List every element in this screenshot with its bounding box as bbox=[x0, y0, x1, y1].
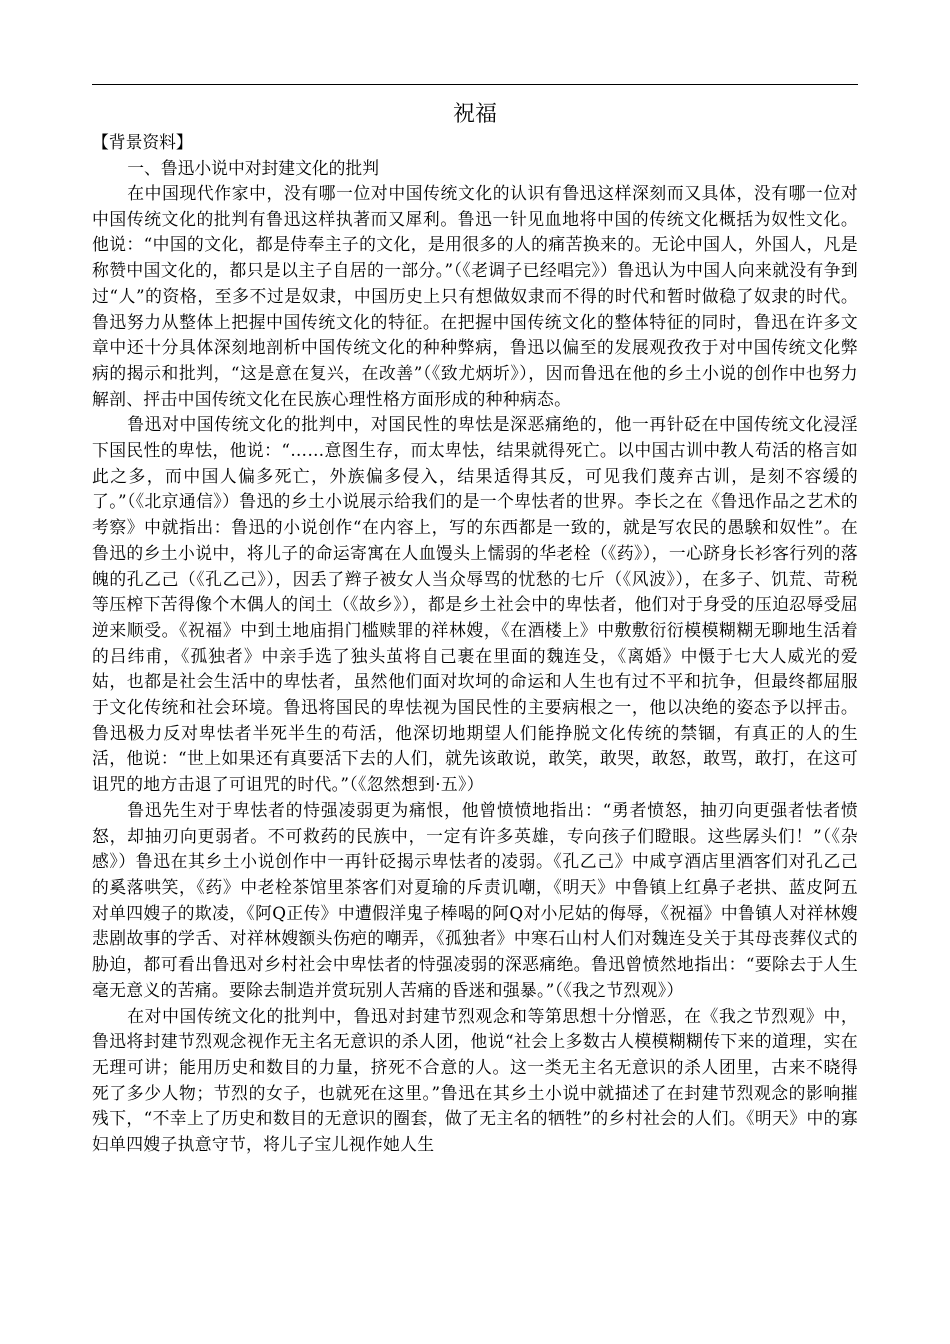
section-label: 【背景资料】 bbox=[92, 132, 193, 152]
paragraph-1: 在中国现代作家中，没有哪一位对中国传统文化的认识有鲁迅这样深刻而又具体，没有哪一位对中国传统文化的批判有鲁迅这样执著而又犀利。鲁迅一针见血地将中国的传统文化概括为奴性文化。他说：“中国的文化，都是侍奉主子的文化，是用很多的人的痛苦换来的。无论中国人，外国人，凡是称赞中国文化的，都只是以主子自居的一部分。”（《老调子已经唱完》）鲁迅认为中国人向来就没有争到过“人”的资格，至多不过是奴隶，中国历史上只有想做奴隶而不得的时代和暂时做稳了奴隶的时代。鲁迅努力从整体上把握中国传统文化的特征。在把握中国传统文化的整体特征的同时，鲁迅在许多文章中还十分具体深刻地剖析中国传统文化的种种弊病，鲁迅以偏至的发展观孜孜于对中国传统文化弊病的揭示和批判，“这是意在复兴，在改善”（《致尤炳圻》），因而鲁迅在他的乡土小说的创作中也努力解剖、抨击中国传统文化在民族心理性格方面形成的种种病态。 bbox=[92, 183, 858, 409]
section-subheading: 一、鲁迅小说中对封建文化的批判 bbox=[127, 157, 379, 178]
paragraph-4: 在对中国传统文化的批判中，鲁迅对封建节烈观念和等第思想十分憎恶，在《我之节烈观》中，鲁迅将封建节烈观念视作无主名无意识的杀人团，他说“社会上多数古人模模糊糊传下来的道理，实在无理可讲；能用历史和数目的力量，挤死不合意的人。这一类无主名无意识的杀人团里，古来不晓得死了多少人物；节烈的女子，也就死在这里。”鲁迅在其乡土小说中就描述了在封建节烈观念的影响摧残下，“不幸上了历史和数目的无意识的圈套，做了无主名的牺牲”的乡村社会的人们。《明天》中的寡妇单四嫂子执意守节，将儿子宝儿视作她人生 bbox=[92, 1005, 858, 1155]
document-title: 祝福 bbox=[452, 102, 497, 127]
header-rule bbox=[92, 84, 858, 85]
paragraph-2: 鲁迅对中国传统文化的批判中，对国民性的卑怯是深恶痛绝的，他一再针砭在中国传统文化浸淫下国民性的卑怯，他说：“……意图生存，而太卑怯，结果就得死亡。以中国古训中教人苟活的格言如此之多，而中国人偏多死亡，外族偏多侵入，结果适得其反，可见我们蔑弃古训，是刻不容缓的了。”（《北京通信》）鲁迅的乡土小说展示给我们的是一个卑怯者的世界。李长之在《鲁迅作品之艺术的考察》中就指出：鲁迅的小说创作“在内容上，写的东西都是一致的，就是写农民的愚騃和奴性”。在鲁迅的乡土小说中，将儿子的命运寄寓在人血馒头上懦弱的华老栓（《药》），一心跻身长衫客行列的落魄的孔乙己（《孔乙己》），因丢了辫子被女人当众辱骂的忧愁的七斤（《风波》），在多子、饥荒、苛税等压榨下苦得像个木偶人的闰土（《故乡》），都是乡土社会中的卑怯者，他们对于身受的压迫忍辱受屈逆来顺受。《祝福》中到土地庙捐门槛赎罪的祥林嫂，《在酒楼上》中敷敷衍衍模模糊糊无聊地生活着的吕纬甫，《孤独者》中亲手选了独头茧将自己裹在里面的魏连殳，《离婚》中慑于七大人威光的爱姑，也都是社会生活中的卑怯者，虽然他们面对坎坷的命运和人生也有过不平和抗争，但最终都屈服于文化传统和社会环境。鲁迅将国民的卑怯视为国民性的主要病根之一，他以决绝的姿态予以抨击。鲁迅极力反对卑怯者半死半生的苟活，他深切地期望人们能挣脱文化传统的禁锢，有真正的人的生活，他说：“世上如果还有真要活下去的人们，就先该敢说，敢笑，敢哭，敢怒，敢骂，敢打，在这可诅咒的地方击退了可诅咒的时代。”（《忽然想到·五》） bbox=[92, 414, 858, 795]
paragraph-3: 鲁迅先生对于卑怯者的恃强凌弱更为痛恨，他曾愤愤地指出：“勇者愤怒，抽刃向更强者怯者愤怒，却抽刃向更弱者。不可救药的民族中，一定有许多英雄，专向孩子们瞪眼。这些孱头们！”（《杂感》）鲁迅在其乡土小说创作中一再针砭揭示卑怯者的凌弱。《孔乙己》中咸亨酒店里酒客们对孔乙己的奚落哄笑，《药》中老栓茶馆里茶客们对夏瑜的斥责讥嘲，《明天》中鲁镇上红鼻子老拱、蓝皮阿五对单四嫂子的欺凌，《阿Q正传》中遭假洋鬼子棒喝的阿Q对小尼姑的侮辱，《祝福》中鲁镇人对祥林嫂悲剧故事的学舌、对祥林嫂额头伤疤的嘲弄，《孤独者》中寒石山村人们对魏连殳关于其母丧葬仪式的胁迫，都可看出鲁迅对乡村社会中卑怯者的恃强凌弱的深恶痛绝。鲁迅曾愤然地指出：“要除去于人生毫无意义的苦痛。要除去制造并赏玩别人苦痛的昏迷和强暴。”（《我之节烈观》） bbox=[92, 799, 858, 1000]
document-page bbox=[92, 84, 858, 1314]
